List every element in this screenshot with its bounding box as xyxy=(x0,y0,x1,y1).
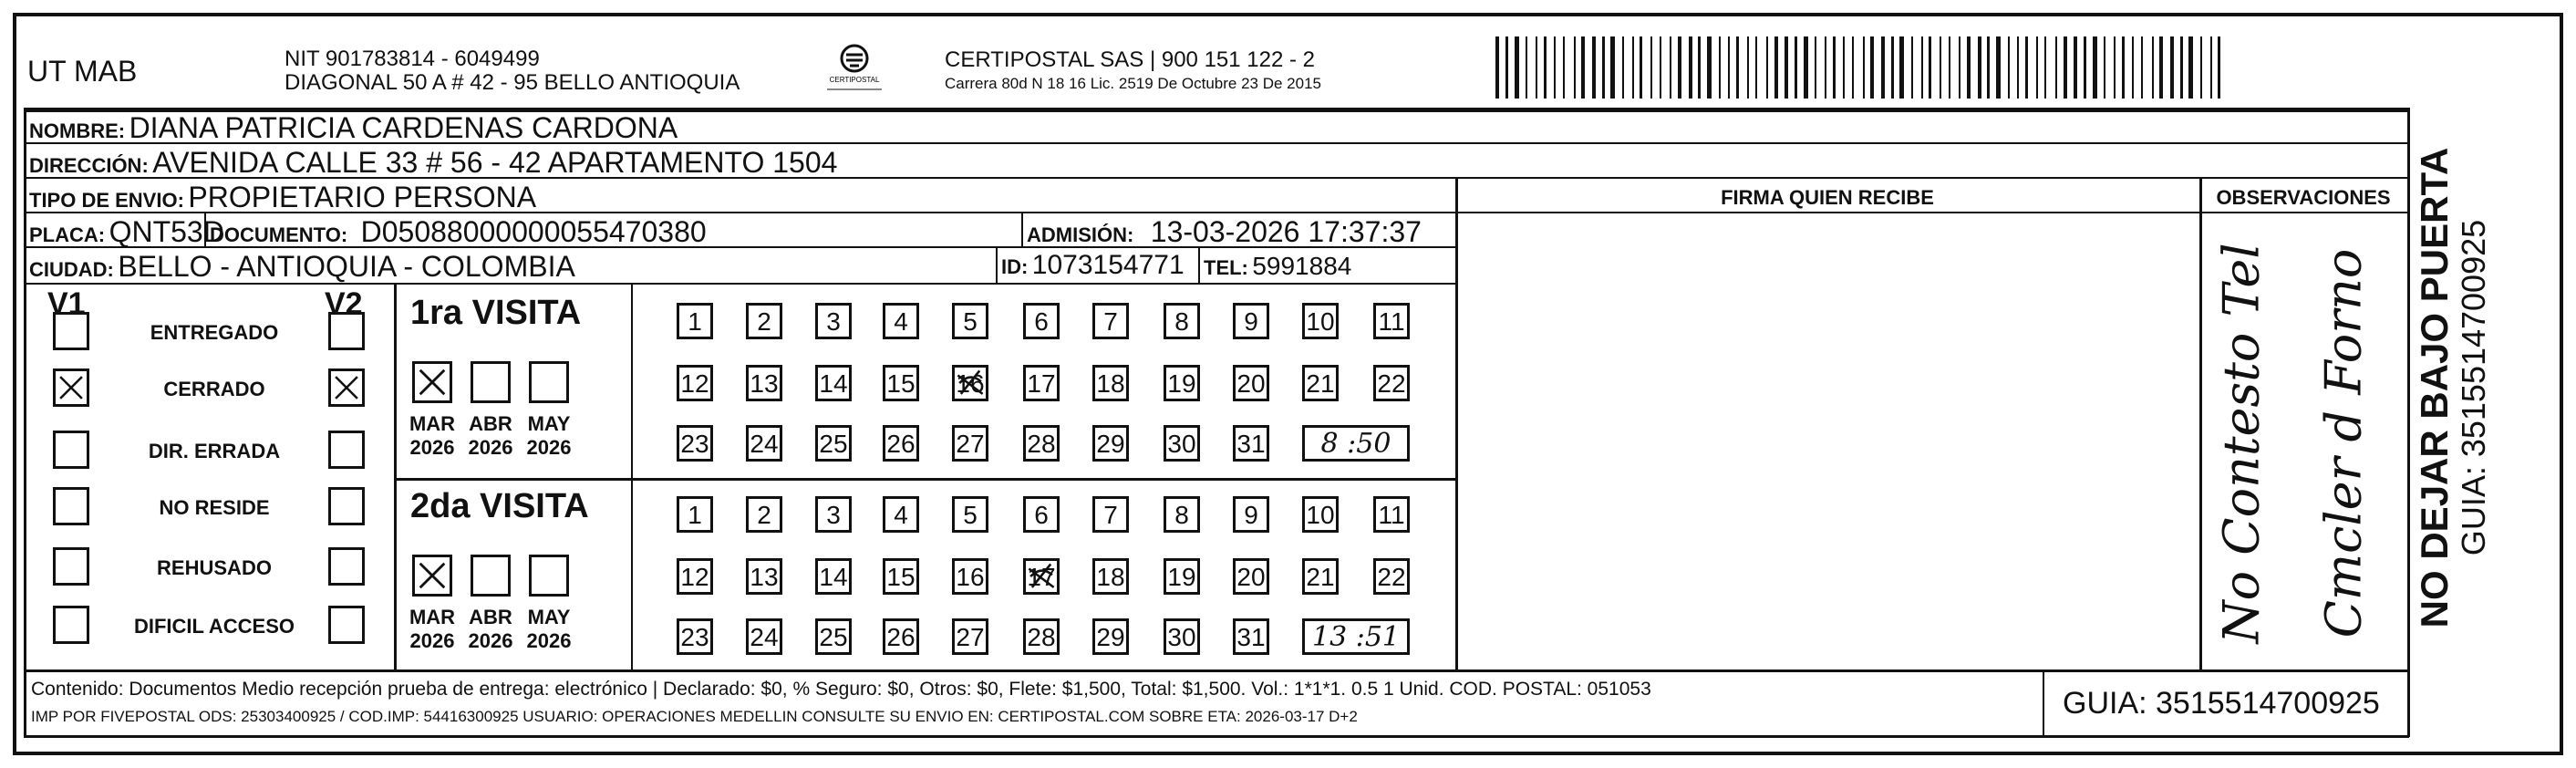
month-name: ABR xyxy=(469,412,512,435)
second-visit-day[interactable]: 22 xyxy=(1373,558,1410,595)
second-visit-day[interactable]: 4 xyxy=(883,496,919,533)
placa-value: QNT53D xyxy=(109,215,224,248)
month-name: MAY xyxy=(527,606,571,628)
month-year: 2026 xyxy=(526,629,572,652)
visit-option-label: ENTREGADO xyxy=(150,321,279,344)
id-field: ID: 1073154771 xyxy=(1001,250,1185,280)
second-visit-day[interactable]: 28 xyxy=(1023,618,1060,655)
second-visit-month-checkbox-mar[interactable] xyxy=(412,555,452,597)
v1-header: V1 xyxy=(47,286,86,321)
observation-handwriting-1: No Contesto Tel xyxy=(2212,243,2271,644)
first-visit-month-checkbox-may[interactable] xyxy=(529,361,569,403)
x-mark-icon xyxy=(415,557,450,594)
first-visit-day[interactable]: 10 xyxy=(1302,303,1339,339)
sender-name: UT MAB xyxy=(27,55,138,88)
second-visit-day[interactable]: 29 xyxy=(1092,618,1129,655)
second-visit-month-checkbox-may[interactable] xyxy=(529,555,569,597)
first-visit-day[interactable]: 17 xyxy=(1023,365,1060,401)
first-visit-day[interactable]: 8 xyxy=(1164,303,1200,339)
second-visit-day[interactable]: 27 xyxy=(952,618,988,655)
shipment-type: PROPIETARIO PERSONA xyxy=(188,181,537,213)
v2-header: V2 xyxy=(325,286,363,321)
side-guia: GUIA: 3515514700925 xyxy=(2455,219,2492,556)
observation-handwriting-2: Cmcler d Forno xyxy=(2314,248,2373,638)
first-visit-day[interactable]: 25 xyxy=(815,425,852,462)
v1-checkbox-entregado[interactable] xyxy=(53,312,89,350)
visit-option-label: DIFICIL ACCESO xyxy=(133,615,295,638)
admision-field: ADMISIÓN: 13-03-2026 17:37:37 xyxy=(1027,215,1422,248)
month-year: 2026 xyxy=(409,629,455,652)
side-warning: NO DEJAR BAJO PUERTA xyxy=(2413,147,2456,628)
first-visit-day[interactable]: 2 xyxy=(746,303,782,339)
visit-option-label: REHUSADO xyxy=(157,556,272,579)
second-visit-day[interactable]: 12 xyxy=(677,558,713,595)
second-visit-day[interactable]: 20 xyxy=(1233,558,1269,595)
first-visit-month-label xyxy=(403,412,461,460)
month-name: MAR xyxy=(409,606,456,628)
first-visit-day[interactable]: 29 xyxy=(1092,425,1129,462)
id-value: 1073154771 xyxy=(1031,250,1185,280)
second-visit-day[interactable]: 18 xyxy=(1092,558,1129,595)
second-visit-day[interactable]: 8 xyxy=(1164,496,1200,533)
month-year: 2026 xyxy=(526,436,572,459)
documento-value: D05088000000055470380 xyxy=(360,215,707,248)
first-visit-day[interactable]: 16 xyxy=(952,365,988,401)
first-visit-day[interactable]: 1 xyxy=(677,303,713,339)
first-visit-day[interactable]: 11 xyxy=(1373,303,1410,339)
ciudad-value: BELLO - ANTIOQUIA - COLOMBIA xyxy=(118,250,575,283)
first-visit-day[interactable]: 5 xyxy=(952,303,988,339)
certipostal-logo xyxy=(813,40,895,95)
second-visit-time: 13 :51 xyxy=(1302,618,1410,655)
second-visit-day[interactable]: 10 xyxy=(1302,496,1339,533)
second-visit-day[interactable]: 30 xyxy=(1164,618,1200,655)
first-visit-day[interactable]: 22 xyxy=(1373,365,1410,401)
firma-header: FIRMA QUIEN RECIBE xyxy=(1721,186,1934,209)
v2-checkbox-dificil-acceso[interactable] xyxy=(328,606,365,644)
first-visit-day[interactable]: 24 xyxy=(746,425,782,462)
second-visit-month-label xyxy=(520,606,578,653)
v1-checkbox-cerrado[interactable] xyxy=(53,368,89,407)
month-year: 2026 xyxy=(468,629,513,652)
sender-address: DIAGONAL 50 A # 42 - 95 BELLO ANTIOQUIA xyxy=(284,70,740,95)
v1-checkbox-rehusado[interactable] xyxy=(53,547,89,586)
first-visit-day[interactable]: 28 xyxy=(1023,425,1060,462)
first-visit-day[interactable]: 23 xyxy=(677,425,713,462)
second-visit-day[interactable]: 19 xyxy=(1164,558,1200,595)
tipo-row: TIPO DE ENVIO: PROPIETARIO PERSONA xyxy=(29,181,537,213)
direccion-row: DIRECCIÓN: AVENIDA CALLE 33 # 56 - 42 APARTAMENTO 1504 xyxy=(29,146,838,179)
first-visit-day[interactable]: 20 xyxy=(1233,365,1269,401)
second-visit-day[interactable]: 5 xyxy=(952,496,988,533)
second-visit-day[interactable]: 26 xyxy=(883,618,919,655)
second-visit-day[interactable]: 6 xyxy=(1023,496,1060,533)
footer-contenido: Contenido: Documentos Medio recepción prueba de entrega: electrónico | Declarado: $0, % Seguro: $0, Otros: $0, Flete: $1,500, Total: $1,500. Vol.: 1*1*1. 0.5 1 Unid. COD. POSTAL: 051053 xyxy=(31,679,1651,700)
first-visit-title: 1ra VISITA xyxy=(410,294,582,332)
first-visit-day[interactable]: 27 xyxy=(952,425,988,462)
second-visit-day[interactable]: 3 xyxy=(815,496,852,533)
visit-option-label: CERRADO xyxy=(163,378,265,400)
first-visit-day[interactable]: 4 xyxy=(883,303,919,339)
barcode xyxy=(1495,36,2225,99)
nombre-row: NOMBRE: DIANA PATRICIA CARDENAS CARDONA xyxy=(29,111,678,144)
second-visit-day[interactable]: 7 xyxy=(1092,496,1129,533)
first-visit-month-label xyxy=(461,412,520,460)
month-name: ABR xyxy=(469,606,512,628)
second-visit-month-label xyxy=(461,606,520,653)
first-visit-month-checkbox-mar[interactable] xyxy=(412,361,452,403)
second-visit-day[interactable]: 24 xyxy=(746,618,782,655)
first-visit-day[interactable]: 15 xyxy=(883,365,919,401)
recipient-address: AVENIDA CALLE 33 # 56 - 42 APARTAMENTO 1504 xyxy=(152,146,838,179)
second-visit-day[interactable]: 14 xyxy=(815,558,852,595)
second-visit-day[interactable]: 23 xyxy=(677,618,713,655)
second-visit-day[interactable]: 1 xyxy=(677,496,713,533)
first-visit-day[interactable]: 3 xyxy=(815,303,852,339)
v1-checkbox-no-reside[interactable] xyxy=(53,487,89,525)
month-name: MAY xyxy=(527,412,571,435)
second-visit-day[interactable]: 11 xyxy=(1373,496,1410,533)
tel-field: TEL: 5991884 xyxy=(1204,252,1352,280)
company-license: Carrera 80d N 18 16 Lic. 2519 De Octubre 23 De 2015 xyxy=(945,75,1321,92)
first-visit-day[interactable]: 30 xyxy=(1164,425,1200,462)
v2-checkbox-dir-errada[interactable] xyxy=(328,431,365,469)
second-visit-day[interactable]: 31 xyxy=(1233,618,1269,655)
admision-value: 13-03-2026 17:37:37 xyxy=(1150,215,1422,248)
v2-checkbox-rehusado[interactable] xyxy=(328,547,365,586)
scribble-mark-icon xyxy=(955,368,986,399)
second-visit-day[interactable]: 9 xyxy=(1233,496,1269,533)
second-visit-day[interactable]: 16 xyxy=(952,558,988,595)
first-visit-month-checkbox-abr[interactable] xyxy=(471,361,511,403)
sender-nit: NIT 901783814 - 6049499 xyxy=(284,47,540,71)
v2-checkbox-cerrado[interactable] xyxy=(328,368,365,407)
company-name: CERTIPOSTAL SAS | 900 151 122 - 2 xyxy=(945,47,1315,72)
month-name: MAR xyxy=(409,412,456,435)
placa-field: PLACA: QNT53D xyxy=(29,215,224,248)
visit-option-label: DIR. ERRADA xyxy=(148,440,281,462)
logo-lettering: CERTIPOSTAL xyxy=(829,76,880,84)
first-visit-day[interactable]: 6 xyxy=(1023,303,1060,339)
first-visit-day[interactable]: 9 xyxy=(1233,303,1269,339)
observaciones-header: OBSERVACIONES xyxy=(2216,186,2391,209)
second-visit-day[interactable]: 21 xyxy=(1302,558,1339,595)
x-mark-icon xyxy=(415,364,450,400)
second-visit-day[interactable]: 17 xyxy=(1023,558,1060,595)
month-year: 2026 xyxy=(468,436,513,459)
first-visit-month-label xyxy=(520,412,578,460)
second-visit-month-label xyxy=(403,606,461,653)
v1-checkbox-dificil-acceso[interactable] xyxy=(53,606,89,644)
ciudad-field: CIUDAD: BELLO - ANTIOQUIA - COLOMBIA xyxy=(29,250,575,283)
second-visit-title: 2da VISITA xyxy=(410,487,589,525)
first-visit-day[interactable]: 21 xyxy=(1302,365,1339,401)
first-visit-day[interactable]: 19 xyxy=(1164,365,1200,401)
second-visit-day[interactable]: 13 xyxy=(746,558,782,595)
visit-option-label: NO RESIDE xyxy=(159,496,270,519)
footer-guia: GUIA: 3515514700925 xyxy=(2063,686,2380,721)
v1-checkbox-dir-errada[interactable] xyxy=(53,431,89,469)
first-visit-day[interactable]: 14 xyxy=(815,365,852,401)
x-mark-icon xyxy=(56,371,87,404)
second-visit-day[interactable]: 2 xyxy=(746,496,782,533)
footer-imp: IMP POR FIVEPOSTAL ODS: 25303400925 / COD.IMP: 54416300925 USUARIO: OPERACIONES MEDELLIN CONSULTE SU ENVIO EN: CERTIPOSTAL.COM SOBRE ETA: 2026-03-17 D+2 xyxy=(31,708,1358,725)
second-visit-day[interactable]: 25 xyxy=(815,618,852,655)
first-visit-time: 8 :50 xyxy=(1302,425,1410,462)
v2-checkbox-entregado[interactable] xyxy=(328,312,365,350)
first-visit-day[interactable]: 13 xyxy=(746,365,782,401)
second-visit-day[interactable]: 15 xyxy=(883,558,919,595)
v2-checkbox-no-reside[interactable] xyxy=(328,487,365,525)
recipient-name: DIANA PATRICIA CARDENAS CARDONA xyxy=(129,111,678,144)
x-mark-icon xyxy=(331,371,362,404)
first-visit-day[interactable]: 7 xyxy=(1092,303,1129,339)
month-year: 2026 xyxy=(409,436,455,459)
scribble-mark-icon xyxy=(1026,561,1057,592)
first-visit-day[interactable]: 18 xyxy=(1092,365,1129,401)
documento-field: DOCUMENTO: D05088000000055470380 xyxy=(210,215,707,248)
first-visit-day[interactable]: 31 xyxy=(1233,425,1269,462)
second-visit-month-checkbox-abr[interactable] xyxy=(471,555,511,597)
tel-value: 5991884 xyxy=(1252,252,1352,280)
first-visit-day[interactable]: 12 xyxy=(677,365,713,401)
first-visit-day[interactable]: 26 xyxy=(883,425,919,462)
